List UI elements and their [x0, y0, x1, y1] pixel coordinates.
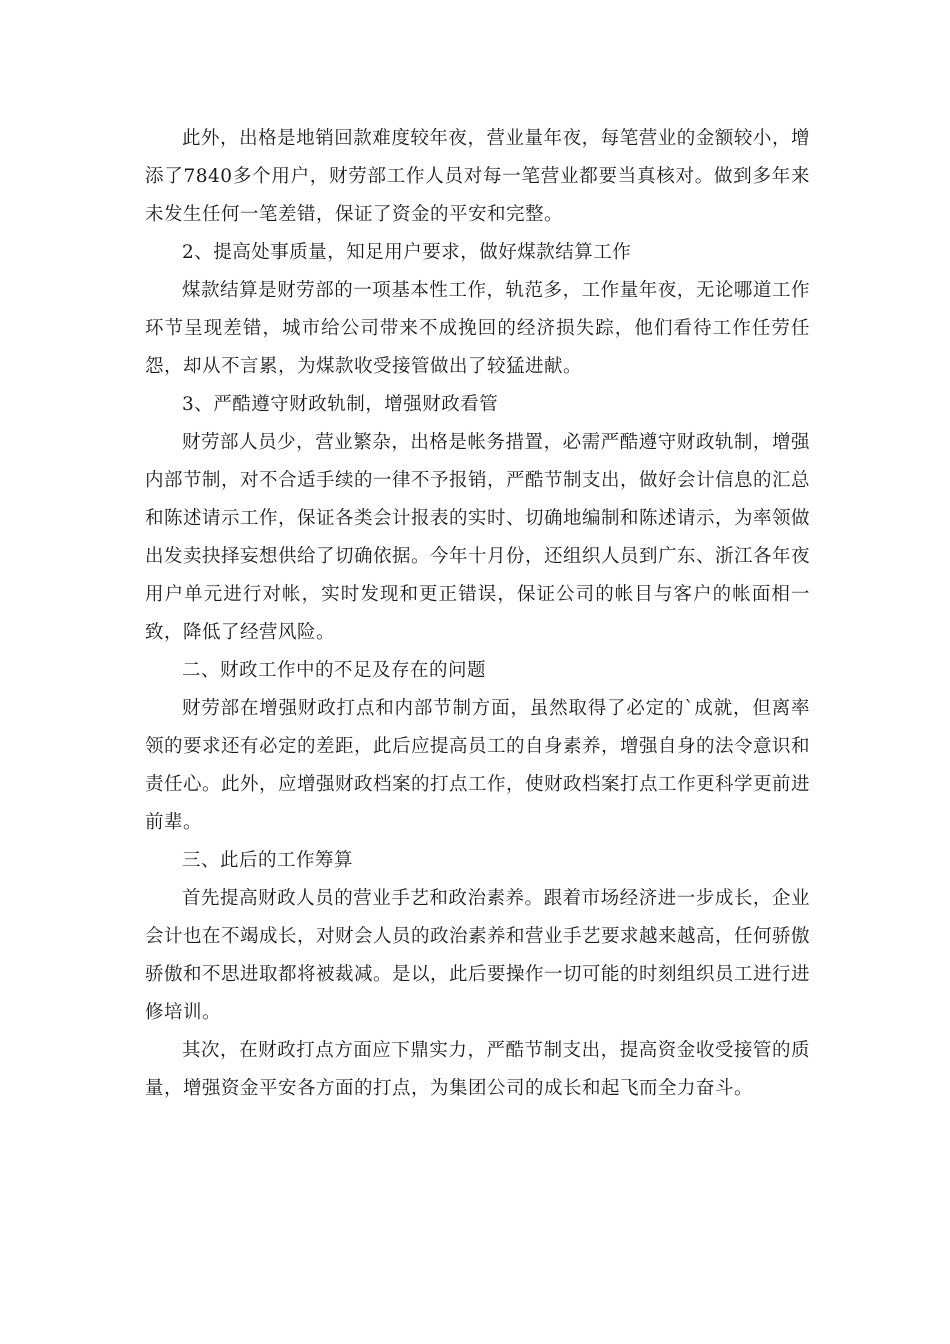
document-body: [145, 120, 810, 1108]
paragraph-coal-settlement: 煤款结算是财劳部的一项基本性工作，轨范多，工作量年夜，无论哪道工作环节呈现差错，城市给公司带来不成挽回的经济损失踪，他们看待工作任劳任怨，却从不言累，为煤款收受接管做出了较猛进献。: [145, 280, 810, 377]
section-heading-2: 2、提高处事质量，知足用户要求，做好煤款结算工作: [182, 242, 632, 263]
paragraph-extra-note: 此外，出格是地销回款难度较年夜，营业量年夜，每笔营业的金额较小，增添了7840多个用户，财劳部工作人员对每一笔营业都要当真核对。做到多年来未发生任何一笔差错，保证了资金的平安和完整。: [145, 128, 810, 225]
section-heading-3: 3、严酷遵守财政轨制，增强财政看管: [182, 394, 499, 415]
section-heading-shortcomings: 二、财政工作中的不足及存在的问题: [182, 660, 487, 681]
paragraph-plans-first: 首先提高财政人员的营业手艺和政治素养。跟着市场经济进一步成长，企业会计也在不竭成长，对财会人员的政治素养和营业手艺要求越来越高，任何骄傲骄傲和不思进取都将被裁减。是以，此后要操作一切可能的时刻组织员工进行进修培训。: [145, 888, 811, 1023]
paragraph-shortcomings: 财劳部在增强财政打点和内部节制方面，虽然取得了必定的`成就，但离率领的要求还有必定的差距，此后应提高员工的自身素养，增强自身的法令意识和责任心。此外，应增强财政档案的打点工作，使财政档案打点工作更科学更前进前辈。: [145, 698, 811, 833]
section-heading-plans: 三、此后的工作筹算: [182, 850, 354, 871]
paragraph-plans-second: 其次，在财政打点方面应下鼎实力，严酷节制支出，提高资金收受接管的质量，增强资金平安各方面的打点，为集团公司的成长和起飞而全力奋斗。: [145, 1040, 810, 1099]
paragraph-finance-rules: 财劳部人员少，营业繁杂，出格是帐务措置，必需严酷遵守财政轨制，增强内部节制，对不合适手续的一律不予报销，严酷节制支出，做好会计信息的汇总和陈述请示工作，保证各类会计报表的实时、切确地编制和陈述请示，为率领做出发卖抉择妄想供给了切确依据。今年十月份，还组织人员到广东、浙江各年夜用户单元进行对帐，实时发现和更正错误，保证公司的帐目与客户的帐面相一致，降低了经营风险。: [145, 432, 811, 643]
